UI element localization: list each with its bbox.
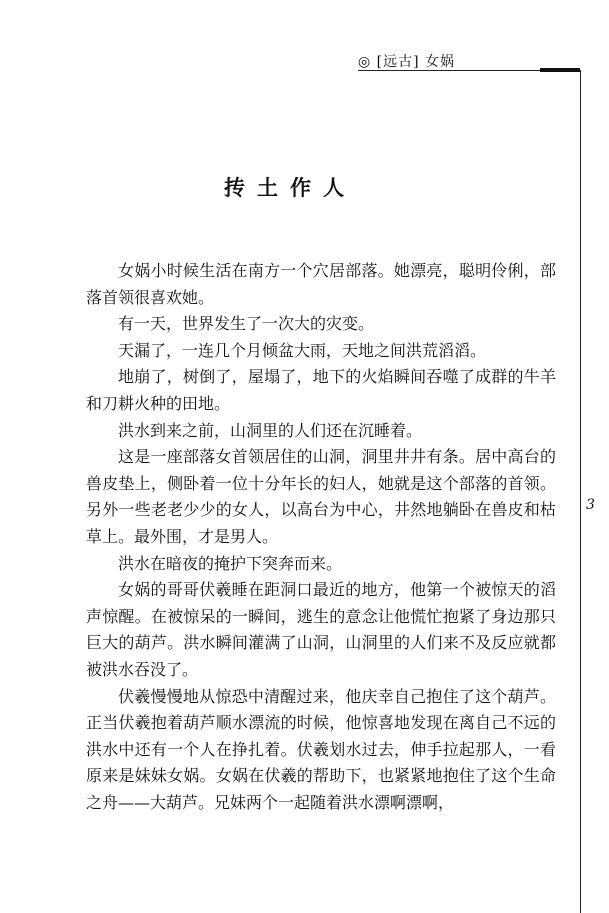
chapter-title: 抟土作人 bbox=[224, 175, 356, 200]
paragraph-7: 洪水在暗夜的掩护下突奔而来。 bbox=[118, 553, 343, 573]
paragraph-2: 有一天，世界发生了一次大的灾变。 bbox=[118, 314, 375, 334]
running-header: ◎ [远古] 女娲 bbox=[358, 54, 456, 70]
header-rule-accent bbox=[540, 68, 580, 72]
paragraph-9: 伏羲慢慢地从惊恐中清醒过来，他庆幸自己抱住了这个葫芦。正当伏羲抱着葫芦顺水漂流的时候，他惊喜地发现在离自己不远的洪水中还有一个人在挣扎着。伏羲划水过去，伸手拉起那人，一看原来是妹妹女娲。女娲在伏羲的帮助下，也紧紧地抱住了这个生命之舟——大葫芦。兄妹两个一起随着洪水漂啊漂啊， bbox=[86, 686, 556, 812]
margin-rule bbox=[580, 70, 581, 913]
body-text bbox=[86, 258, 556, 816]
paragraph-8: 女娲的哥哥伏羲睡在距洞口最近的地方，他第一个被惊天的滔声惊醒。在被惊呆的一瞬间，逃生的意念让他慌忙抱紧了身边那只巨大的葫芦。洪水瞬间灌满了山洞，山洞里的人们来不及反应就都被洪水吞没了。 bbox=[86, 580, 556, 679]
paragraph-5: 洪水到来之前，山洞里的人们还在沉睡着。 bbox=[118, 420, 423, 440]
page-number: 3 bbox=[586, 497, 595, 513]
paragraph-3: 天漏了，一连几个月倾盆大雨，天地之间洪荒滔滔。 bbox=[118, 340, 487, 360]
paragraph-4: 地崩了，树倒了，屋塌了，地下的火焰瞬间吞噬了成群的牛羊和刀耕火种的田地。 bbox=[86, 367, 556, 413]
paragraph-1: 女娲小时候生活在南方一个穴居部落。她漂亮，聪明伶俐，部落首领很喜欢她。 bbox=[86, 261, 556, 307]
paragraph-6: 这是一座部落女首领居住的山洞，洞里井井有条。居中高台的兽皮垫上，侧卧着一位十分年长的妇人，她就是这个部落的首领。另外一些老老少少的女人，以高台为中心，井然地躺卧在兽皮和枯草上。最外围，才是男人。 bbox=[86, 447, 556, 546]
